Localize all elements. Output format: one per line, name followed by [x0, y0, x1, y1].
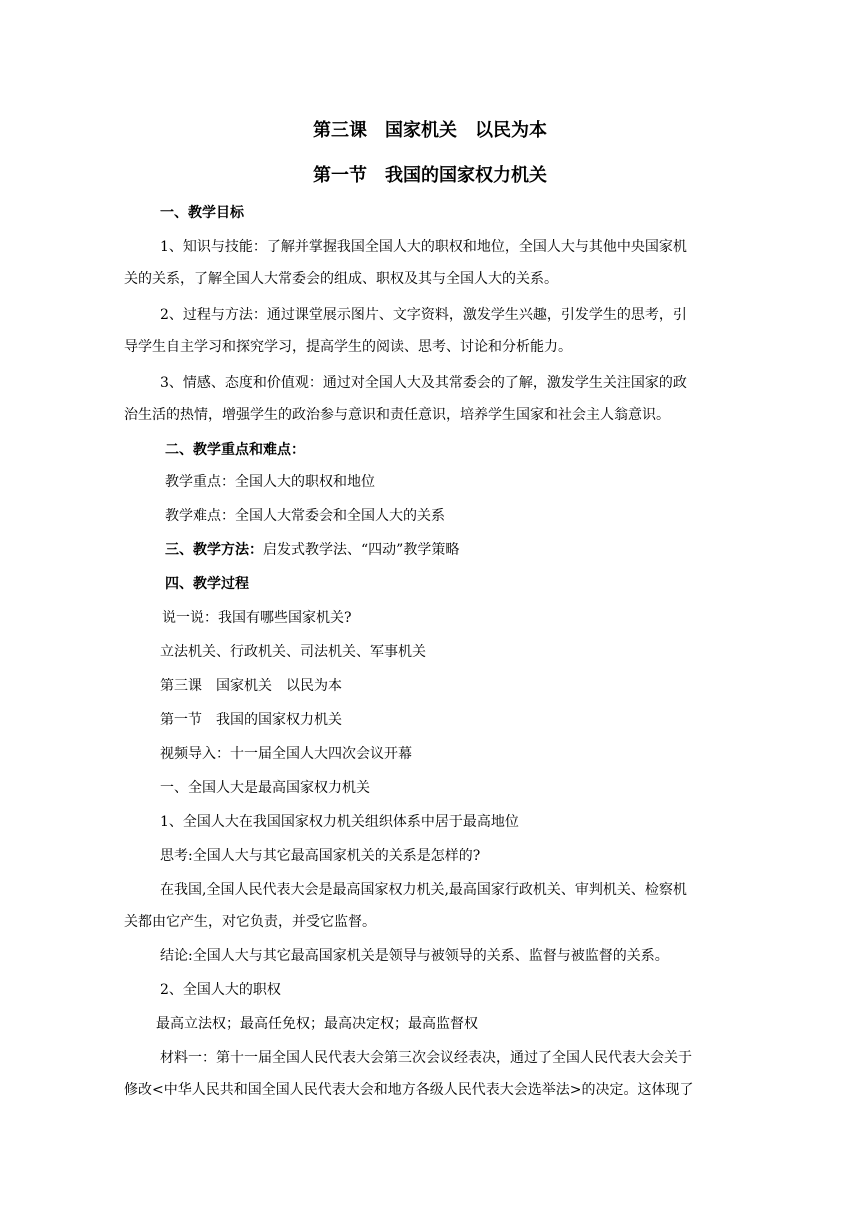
paragraph-line: 1、全国人大在我国国家权力机关组织体系中居于最高地位	[160, 814, 519, 830]
paragraph-line: 材料一：第十一届全国人民代表大会第三次会议经表决，通过了全国人民代表大会关于	[160, 1050, 692, 1066]
paragraph-line: 立法机关、行政机关、司法机关、军事机关	[160, 644, 426, 660]
page-title: 第三课 国家机关 以民为本	[313, 120, 547, 141]
paragraph-line: 结论:全国人大与其它最高国家机关是领导与被领导的关系、监督与被监督的关系。	[160, 948, 669, 964]
paragraph-line: 2、过程与方法：通过课堂展示图片、文字资料，激发学生兴趣，引发学生的思考，引	[160, 307, 687, 323]
paragraph-line: 1、知识与技能：了解并掌握我国全国人大的职权和地位，全国人大与其他中央国家机	[160, 239, 687, 255]
paragraph-line: 视频导入：十一届全国人大四次会议开幕	[160, 746, 412, 762]
paragraph-line: 在我国,全国人民代表大会是最高国家权力机关,最高国家行政机关、审判机关、检察机	[160, 882, 687, 898]
paragraph-line: 第三课 国家机关 以民为本	[160, 678, 342, 694]
paragraph-line: 思考:全国人大与其它最高国家机关的关系是怎样的?	[160, 848, 481, 864]
paragraph-line: 说一说：我国有哪些国家机关?	[162, 610, 352, 626]
heading-key-points: 二、教学重点和难点：	[165, 442, 305, 458]
paragraph-line: 教学难点：全国人大常委会和全国人大的关系	[165, 508, 445, 524]
paragraph-line: 最高立法权；最高任免权；最高决定权；最高监督权	[156, 1016, 478, 1032]
section-title: 第一节 我国的国家权力机关	[313, 165, 547, 186]
paragraph-line: 第一节 我国的国家权力机关	[160, 712, 342, 728]
paragraph-line: 2、全国人大的职权	[160, 982, 281, 998]
heading-process: 四、教学过程	[165, 576, 249, 592]
methods-text: 启发式教学法、“四动”教学策略	[263, 542, 460, 558]
heading-objectives: 一、教学目标	[160, 205, 244, 221]
paragraph-line: 关都由它产生，对它负责，并受它监督。	[124, 914, 376, 930]
paragraph-line: 3、情感、态度和价值观：通过对全国人大及其常委会的了解，激发学生关注国家的政	[160, 375, 687, 391]
heading-methods: 三、教学方法：	[165, 542, 263, 558]
paragraph-line: 关的关系，了解全国人大常委会的组成、职权及其与全国人大的关系。	[124, 271, 558, 287]
paragraph-line: 一、全国人大是最高国家权力机关	[160, 780, 370, 796]
paragraph-line: 治生活的热情，增强学生的政治参与意识和责任意识，培养学生国家和社会主人翁意识。	[124, 407, 670, 423]
paragraph-line: 教学重点：全国人大的职权和地位	[165, 474, 375, 490]
paragraph-line: 导学生自主学习和探究学习，提高学生的阅读、思考、讨论和分析能力。	[124, 339, 572, 355]
paragraph-line: 修改<中华人民共和国全国人民代表大会和地方各级人民代表大会选举法>的决定。这体现了	[124, 1082, 694, 1098]
